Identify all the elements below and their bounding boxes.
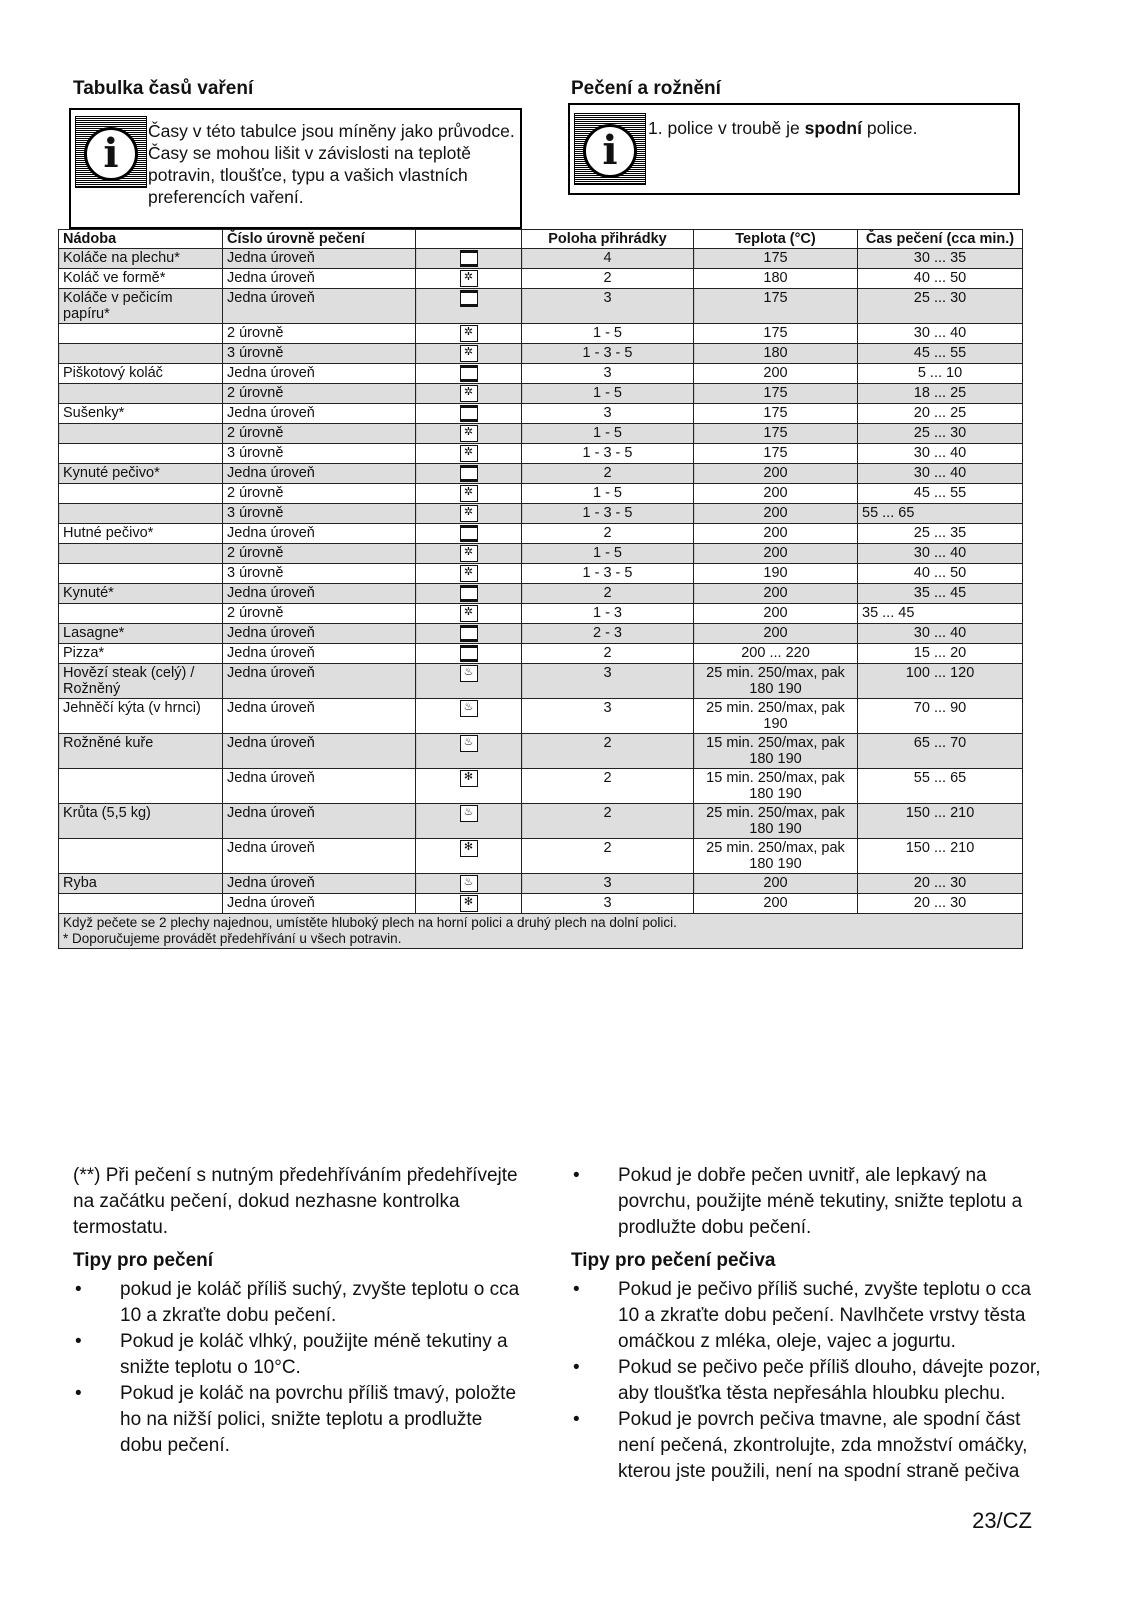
cell-shelf: 1 - 3 - 5 bbox=[522, 444, 694, 464]
cell-time: 30 ... 40 bbox=[858, 464, 1023, 484]
cell-temperature: 15 min. 250/max, pak 180 190 bbox=[694, 769, 858, 804]
cell-temperature: 175 bbox=[694, 444, 858, 464]
cell-level: Jedna úroveň bbox=[223, 524, 416, 544]
cell-temperature: 15 min. 250/max, pak 180 190 bbox=[694, 734, 858, 769]
cell-time: 70 ... 90 bbox=[858, 699, 1023, 734]
cell-mode bbox=[416, 404, 522, 424]
cell-dish bbox=[59, 564, 223, 584]
cell-mode bbox=[416, 444, 522, 464]
cell-time: 30 ... 40 bbox=[858, 324, 1023, 344]
list-item: • Pokud je koláč na povrchu příliš tmavý, položte ho na nižší polici, snižte teplotu a prodlužte dobu pečení. bbox=[73, 1381, 523, 1459]
fan-grill-icon: ✻ bbox=[460, 770, 478, 787]
cell-level: Jedna úroveň bbox=[223, 269, 416, 289]
table-row bbox=[59, 734, 1023, 769]
cell-time: 45 ... 55 bbox=[858, 484, 1023, 504]
table-notes-row bbox=[59, 914, 1023, 949]
table-row bbox=[59, 769, 1023, 804]
fan-grill-icon: ✻ bbox=[460, 840, 478, 857]
cell-dish bbox=[59, 504, 223, 524]
cell-mode bbox=[416, 364, 522, 384]
cell-level: Jedna úroveň bbox=[223, 464, 416, 484]
fan-heat-icon: ✲ bbox=[460, 485, 478, 502]
fan-heat-icon: ✲ bbox=[460, 345, 478, 362]
cell-level: 2 úrovně bbox=[223, 324, 416, 344]
cell-mode bbox=[416, 894, 522, 914]
cell-mode bbox=[416, 664, 522, 699]
cell-temperature: 175 bbox=[694, 404, 858, 424]
cell-shelf: 1 - 3 bbox=[522, 604, 694, 624]
cell-time: 18 ... 25 bbox=[858, 384, 1023, 404]
cell-temperature: 175 bbox=[694, 324, 858, 344]
cell-mode bbox=[416, 604, 522, 624]
cell-time: 150 ... 210 bbox=[858, 839, 1023, 874]
cell-temperature: 200 bbox=[694, 484, 858, 504]
cell-mode bbox=[416, 584, 522, 604]
table-note: * Doporučujeme provádět předehřívání u všech potravin. bbox=[63, 931, 402, 946]
cell-temperature: 175 bbox=[694, 384, 858, 404]
cell-dish bbox=[59, 324, 223, 344]
info-icon: i bbox=[574, 113, 646, 185]
table-note: Když pečete se 2 plechy najednou, umístěte hluboký plech na horní polici a druhý plech na dolní polici. bbox=[63, 915, 677, 930]
cell-level: Jedna úroveň bbox=[223, 699, 416, 734]
tips-pastry-list bbox=[571, 1277, 1041, 1485]
cell-shelf: 2 bbox=[522, 524, 694, 544]
cell-mode bbox=[416, 839, 522, 874]
grill-icon: ♨ bbox=[460, 665, 478, 682]
fan-heat-icon: ✲ bbox=[460, 445, 478, 462]
cell-time: 30 ... 40 bbox=[858, 624, 1023, 644]
cell-level: 2 úrovně bbox=[223, 384, 416, 404]
col-header-shelf: Poloha přihrádky bbox=[522, 230, 694, 249]
fan-heat-icon: ✲ bbox=[460, 545, 478, 562]
table-row bbox=[59, 624, 1023, 644]
list-item: • Pokud je pečivo příliš suché, zvyšte teplotu o cca 10 a zkraťte dobu pečení. Navlhčete vrstvy těsta omáčkou z mléka, oleje, vajec a jogurtu. bbox=[571, 1277, 1041, 1355]
cell-time: 25 ... 30 bbox=[858, 289, 1023, 324]
table-row bbox=[59, 364, 1023, 384]
col-header-temperature: Teplota (°C) bbox=[694, 230, 858, 249]
cell-temperature: 175 bbox=[694, 249, 858, 269]
cell-time: 100 ... 120 bbox=[858, 664, 1023, 699]
cell-temperature: 25 min. 250/max, pak 190 bbox=[694, 699, 858, 734]
fan-heat-icon: ✲ bbox=[460, 565, 478, 582]
cell-dish: Hovězí steak (celý) / Rožněný bbox=[59, 664, 223, 699]
cell-dish bbox=[59, 484, 223, 504]
cell-level: Jedna úroveň bbox=[223, 624, 416, 644]
cell-time: 150 ... 210 bbox=[858, 804, 1023, 839]
table-row bbox=[59, 564, 1023, 584]
cell-shelf: 4 bbox=[522, 249, 694, 269]
info-icon: i bbox=[75, 116, 147, 188]
top-bottom-heat-icon bbox=[460, 625, 478, 642]
table-row bbox=[59, 344, 1023, 364]
cell-shelf: 3 bbox=[522, 699, 694, 734]
info-box-left bbox=[69, 108, 522, 229]
cell-mode bbox=[416, 734, 522, 769]
col-header-time: Čas pečení (cca min.) bbox=[858, 230, 1023, 249]
cell-mode bbox=[416, 564, 522, 584]
cell-dish bbox=[59, 384, 223, 404]
info-left-text bbox=[148, 120, 518, 208]
fan-heat-icon: ✲ bbox=[460, 605, 478, 622]
cell-shelf: 1 - 5 bbox=[522, 324, 694, 344]
cell-level: 3 úrovně bbox=[223, 444, 416, 464]
table-row bbox=[59, 484, 1023, 504]
cell-shelf: 2 bbox=[522, 644, 694, 664]
cell-dish: Koláče v pečicím papíru* bbox=[59, 289, 223, 324]
tip-right-top-list bbox=[571, 1163, 1041, 1241]
cell-shelf: 1 - 5 bbox=[522, 384, 694, 404]
cell-dish: Lasagne* bbox=[59, 624, 223, 644]
top-bottom-heat-icon bbox=[460, 290, 478, 307]
top-bottom-heat-icon bbox=[460, 405, 478, 422]
cell-temperature: 200 bbox=[694, 604, 858, 624]
grill-icon: ♨ bbox=[460, 805, 478, 822]
table-header-row bbox=[59, 230, 1023, 249]
cell-temperature: 200 bbox=[694, 544, 858, 564]
tips-baking-title: Tipy pro pečení bbox=[73, 1250, 214, 1271]
grill-icon: ♨ bbox=[460, 700, 478, 717]
cell-level: 2 úrovně bbox=[223, 484, 416, 504]
cell-level: Jedna úroveň bbox=[223, 769, 416, 804]
cell-level: 2 úrovně bbox=[223, 424, 416, 444]
cell-time: 15 ... 20 bbox=[858, 644, 1023, 664]
cell-level: Jedna úroveň bbox=[223, 804, 416, 839]
cell-shelf: 2 bbox=[522, 734, 694, 769]
cell-time: 40 ... 50 bbox=[858, 269, 1023, 289]
table-row bbox=[59, 464, 1023, 484]
cell-shelf: 2 - 3 bbox=[522, 624, 694, 644]
cell-time: 20 ... 25 bbox=[858, 404, 1023, 424]
cell-time: 45 ... 55 bbox=[858, 344, 1023, 364]
cell-dish: Piškotový koláč bbox=[59, 364, 223, 384]
cell-shelf: 1 - 5 bbox=[522, 424, 694, 444]
cell-dish: Hutné pečivo* bbox=[59, 524, 223, 544]
cell-level: Jedna úroveň bbox=[223, 249, 416, 269]
table-row bbox=[59, 804, 1023, 839]
table-row bbox=[59, 874, 1023, 894]
top-bottom-heat-icon bbox=[460, 585, 478, 602]
cell-time: 30 ... 40 bbox=[858, 544, 1023, 564]
cell-dish: Kynuté pečivo* bbox=[59, 464, 223, 484]
col-header-mode bbox=[416, 230, 522, 249]
fan-heat-icon: ✲ bbox=[460, 270, 478, 287]
list-item: • Pokud je dobře pečen uvnitř, ale lepkavý na povrchu, použijte méně tekutiny, snižte teplotu a prodlužte dobu pečení. bbox=[571, 1163, 1041, 1241]
cell-shelf: 1 - 3 - 5 bbox=[522, 564, 694, 584]
cell-shelf: 1 - 3 - 5 bbox=[522, 504, 694, 524]
cell-level: Jedna úroveň bbox=[223, 894, 416, 914]
cell-time: 20 ... 30 bbox=[858, 874, 1023, 894]
cell-level: 2 úrovně bbox=[223, 604, 416, 624]
cell-mode bbox=[416, 384, 522, 404]
info-box-right bbox=[568, 103, 1020, 195]
cell-dish bbox=[59, 444, 223, 464]
cell-temperature: 200 bbox=[694, 584, 858, 604]
cell-dish: Koláč ve formě* bbox=[59, 269, 223, 289]
table-row bbox=[59, 504, 1023, 524]
top-bottom-heat-icon bbox=[460, 465, 478, 482]
cell-mode bbox=[416, 324, 522, 344]
table-row bbox=[59, 249, 1023, 269]
cell-time: 55 ... 65 bbox=[858, 504, 1023, 524]
cell-time: 35 ... 45 bbox=[858, 584, 1023, 604]
info-left-line: Časy v této tabulce jsou míněny jako průvodce. bbox=[148, 121, 515, 141]
cell-mode bbox=[416, 624, 522, 644]
page-number: 23/CZ bbox=[972, 1508, 1032, 1533]
table-row bbox=[59, 424, 1023, 444]
fan-grill-icon: ✻ bbox=[460, 895, 478, 912]
cell-shelf: 3 bbox=[522, 364, 694, 384]
cell-time: 20 ... 30 bbox=[858, 894, 1023, 914]
cell-time: 55 ... 65 bbox=[858, 769, 1023, 804]
cell-shelf: 1 - 3 - 5 bbox=[522, 344, 694, 364]
col-header-dish: Nádoba bbox=[59, 230, 223, 249]
cell-shelf: 2 bbox=[522, 839, 694, 874]
cell-shelf: 2 bbox=[522, 584, 694, 604]
table-row bbox=[59, 324, 1023, 344]
list-item: • Pokud se pečivo peče příliš dlouho, dávejte pozor, aby tloušťka těsta nepřesáhla hloubku plechu. bbox=[571, 1355, 1041, 1407]
cell-temperature: 200 bbox=[694, 894, 858, 914]
tips-pastry-title: Tipy pro pečení pečiva bbox=[571, 1250, 776, 1271]
cell-time: 30 ... 40 bbox=[858, 444, 1023, 464]
cell-mode bbox=[416, 269, 522, 289]
cell-dish: Pizza* bbox=[59, 644, 223, 664]
cell-mode bbox=[416, 644, 522, 664]
cell-temperature: 200 bbox=[694, 624, 858, 644]
cell-mode bbox=[416, 769, 522, 804]
cell-time: 25 ... 30 bbox=[858, 424, 1023, 444]
cell-shelf: 2 bbox=[522, 769, 694, 804]
list-item: • Pokud je povrch pečiva tmavne, ale spodní část není pečená, zkontrolujte, zda množství omáčky, kterou jste použili, není na spodní straně pečiva bbox=[571, 1407, 1041, 1485]
cell-level: 3 úrovně bbox=[223, 344, 416, 364]
cell-temperature: 25 min. 250/max, pak 180 190 bbox=[694, 839, 858, 874]
cell-mode bbox=[416, 484, 522, 504]
cell-dish: Kynuté* bbox=[59, 584, 223, 604]
cell-dish bbox=[59, 894, 223, 914]
cell-temperature: 175 bbox=[694, 424, 858, 444]
top-bottom-heat-icon bbox=[460, 250, 478, 267]
cell-level: Jedna úroveň bbox=[223, 839, 416, 874]
cell-dish bbox=[59, 839, 223, 874]
cell-dish bbox=[59, 424, 223, 444]
cell-level: Jedna úroveň bbox=[223, 289, 416, 324]
info-right-text: 1. police v troubě je spodní police. bbox=[648, 118, 918, 138]
cell-dish bbox=[59, 604, 223, 624]
table-row bbox=[59, 544, 1023, 564]
cell-mode bbox=[416, 424, 522, 444]
cell-dish: Rožněné kuře bbox=[59, 734, 223, 769]
cell-level: Jedna úroveň bbox=[223, 584, 416, 604]
fan-heat-icon: ✲ bbox=[460, 425, 478, 442]
cell-temperature: 200 bbox=[694, 874, 858, 894]
cell-mode bbox=[416, 874, 522, 894]
cell-level: 2 úrovně bbox=[223, 544, 416, 564]
cell-time: 5 ... 10 bbox=[858, 364, 1023, 384]
cell-shelf: 3 bbox=[522, 404, 694, 424]
table-row bbox=[59, 894, 1023, 914]
cell-level: Jedna úroveň bbox=[223, 644, 416, 664]
table-row bbox=[59, 644, 1023, 664]
cell-mode bbox=[416, 804, 522, 839]
cell-temperature: 200 bbox=[694, 504, 858, 524]
col-header-level: Číslo úrovně pečení bbox=[223, 230, 416, 249]
cell-level: Jedna úroveň bbox=[223, 734, 416, 769]
baking-roasting-heading: Pečení a rožnění bbox=[571, 78, 721, 99]
cell-temperature: 200 bbox=[694, 364, 858, 384]
table-row bbox=[59, 839, 1023, 874]
cell-mode bbox=[416, 289, 522, 324]
cell-dish: Krůta (5,5 kg) bbox=[59, 804, 223, 839]
top-bottom-heat-icon bbox=[460, 645, 478, 662]
cell-level: Jedna úroveň bbox=[223, 664, 416, 699]
table-row bbox=[59, 444, 1023, 464]
table-row bbox=[59, 289, 1023, 324]
list-item: • Pokud je koláč vlhký, použijte méně tekutiny a snižte teplotu o 10°C. bbox=[73, 1329, 523, 1381]
cell-mode bbox=[416, 524, 522, 544]
table-row bbox=[59, 269, 1023, 289]
cell-shelf: 2 bbox=[522, 269, 694, 289]
table-row bbox=[59, 664, 1023, 699]
cell-dish: Ryba bbox=[59, 874, 223, 894]
top-bottom-heat-icon bbox=[460, 525, 478, 542]
cell-level: Jedna úroveň bbox=[223, 364, 416, 384]
cooking-times-table bbox=[58, 229, 1023, 949]
list-item: • pokud je koláč příliš suchý, zvyšte teplotu o cca 10 a zkraťte dobu pečení. bbox=[73, 1277, 523, 1329]
cell-time: 35 ... 45 bbox=[858, 604, 1023, 624]
cell-shelf: 3 bbox=[522, 894, 694, 914]
cell-temperature: 25 min. 250/max, pak 180 190 bbox=[694, 664, 858, 699]
cell-temperature: 200 bbox=[694, 464, 858, 484]
table-row bbox=[59, 384, 1023, 404]
cell-mode bbox=[416, 249, 522, 269]
table-row bbox=[59, 604, 1023, 624]
grill-icon: ♨ bbox=[460, 875, 478, 892]
cell-level: 3 úrovně bbox=[223, 504, 416, 524]
cooking-table-heading: Tabulka časů vaření bbox=[73, 78, 254, 99]
cell-shelf: 2 bbox=[522, 804, 694, 839]
cell-mode bbox=[416, 544, 522, 564]
cell-level: Jedna úroveň bbox=[223, 874, 416, 894]
cell-shelf: 3 bbox=[522, 664, 694, 699]
cell-temperature: 25 min. 250/max, pak 180 190 bbox=[694, 804, 858, 839]
cell-shelf: 1 - 5 bbox=[522, 484, 694, 504]
tips-baking-list bbox=[73, 1277, 523, 1459]
fan-heat-icon: ✲ bbox=[460, 505, 478, 522]
cell-temperature: 175 bbox=[694, 289, 858, 324]
cell-time: 30 ... 35 bbox=[858, 249, 1023, 269]
cell-mode bbox=[416, 464, 522, 484]
table-row bbox=[59, 699, 1023, 734]
fan-heat-icon: ✲ bbox=[460, 325, 478, 342]
cell-time: 25 ... 35 bbox=[858, 524, 1023, 544]
cell-mode bbox=[416, 699, 522, 734]
top-bottom-heat-icon bbox=[460, 365, 478, 382]
cell-level: Jedna úroveň bbox=[223, 404, 416, 424]
info-left-line: preferencích vaření. bbox=[148, 187, 304, 207]
info-left-line: Časy se mohou lišit v závislosti na teplotě bbox=[148, 143, 471, 163]
cell-temperature: 190 bbox=[694, 564, 858, 584]
cell-dish: Sušenky* bbox=[59, 404, 223, 424]
cell-dish bbox=[59, 344, 223, 364]
cell-shelf: 3 bbox=[522, 289, 694, 324]
table-row bbox=[59, 584, 1023, 604]
cell-dish bbox=[59, 544, 223, 564]
cell-mode bbox=[416, 344, 522, 364]
cell-dish: Jehněčí kýta (v hrnci) bbox=[59, 699, 223, 734]
cell-dish bbox=[59, 769, 223, 804]
cell-temperature: 180 bbox=[694, 344, 858, 364]
cell-temperature: 200 ... 220 bbox=[694, 644, 858, 664]
cell-time: 40 ... 50 bbox=[858, 564, 1023, 584]
grill-icon: ♨ bbox=[460, 735, 478, 752]
fan-heat-icon: ✲ bbox=[460, 385, 478, 402]
cell-level: 3 úrovně bbox=[223, 564, 416, 584]
info-left-line: potravin, tloušťce, typu a vašich vlastních bbox=[148, 165, 468, 185]
cell-mode bbox=[416, 504, 522, 524]
cell-temperature: 200 bbox=[694, 524, 858, 544]
cell-time: 65 ... 70 bbox=[858, 734, 1023, 769]
cell-temperature: 180 bbox=[694, 269, 858, 289]
table-row bbox=[59, 404, 1023, 424]
cell-shelf: 3 bbox=[522, 874, 694, 894]
cell-shelf: 2 bbox=[522, 464, 694, 484]
cell-dish: Koláče na plechu* bbox=[59, 249, 223, 269]
table-row bbox=[59, 524, 1023, 544]
cell-shelf: 1 - 5 bbox=[522, 544, 694, 564]
preheat-note: (**) Při pečení s nutným předehříváním předehřívejte na začátku pečení, dokud nezhasne kontrolka termostatu. bbox=[73, 1165, 518, 1238]
